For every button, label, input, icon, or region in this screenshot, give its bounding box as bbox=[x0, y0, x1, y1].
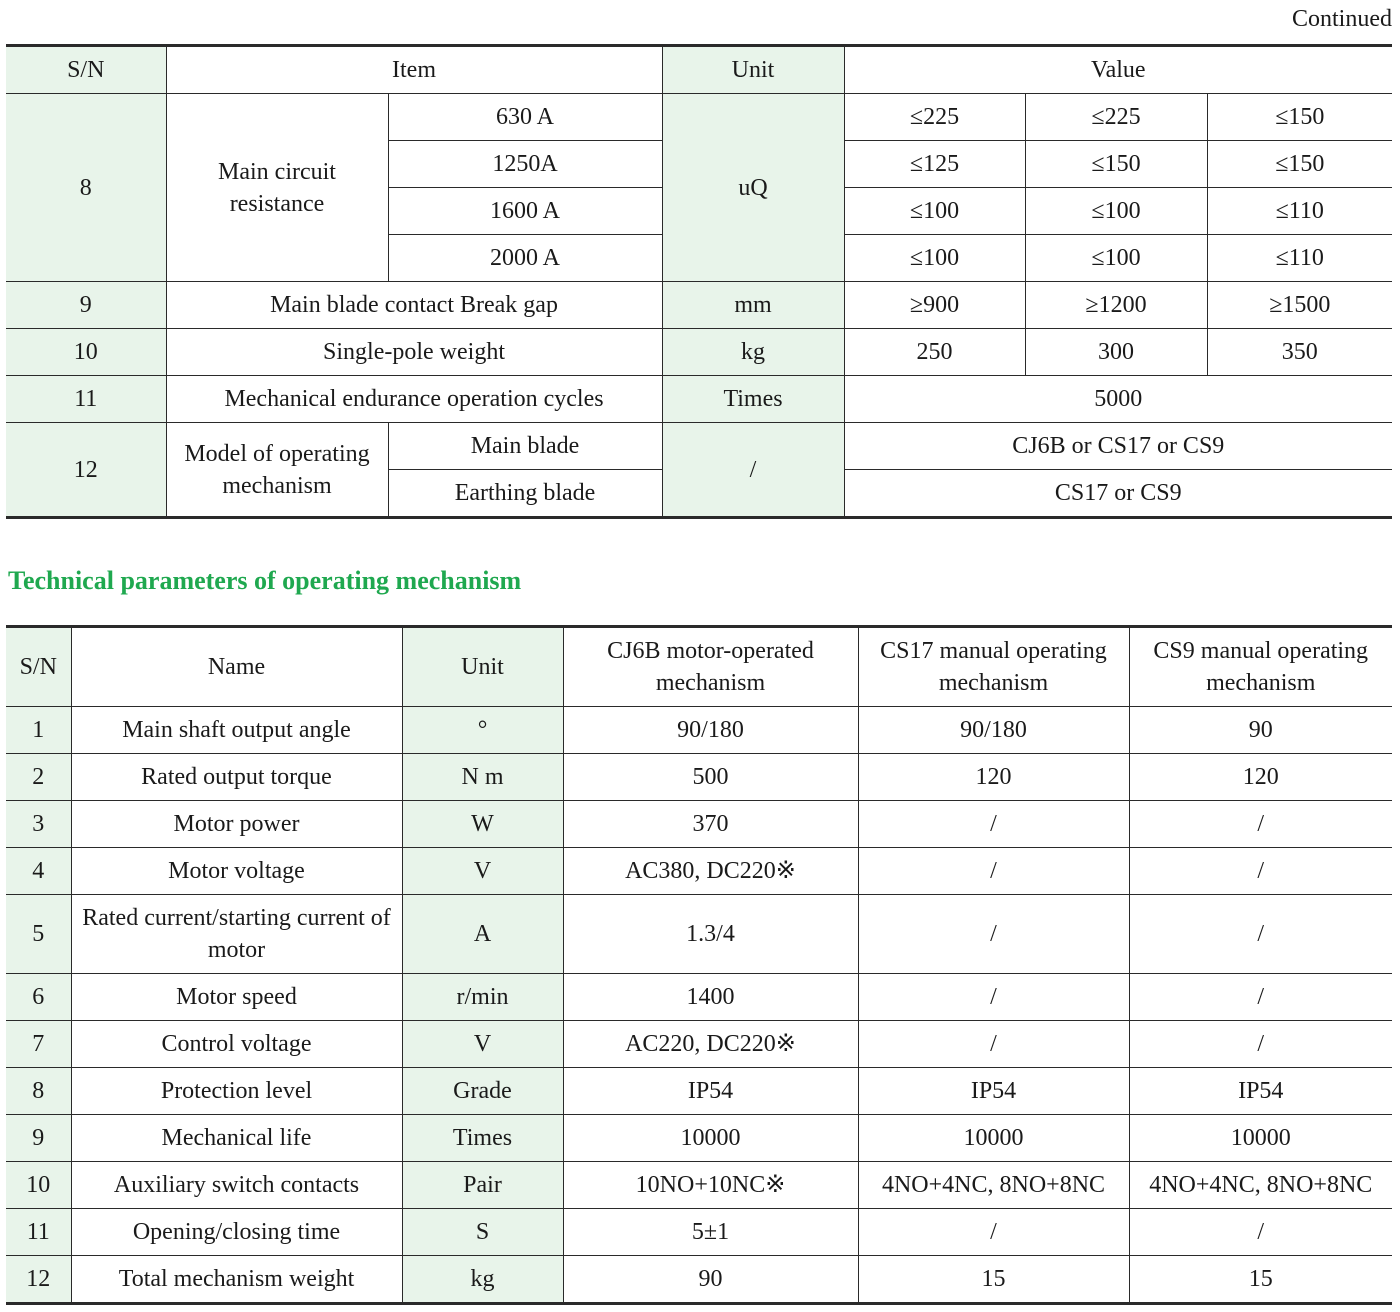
cell-value: AC380, DC220※ bbox=[563, 848, 858, 895]
cell-value: / bbox=[858, 895, 1129, 974]
cell-unit: N m bbox=[402, 754, 563, 801]
header-value: Value bbox=[844, 46, 1392, 94]
cell-unit: V bbox=[402, 848, 563, 895]
cell-sn: 6 bbox=[6, 974, 71, 1021]
cell-value: 10000 bbox=[563, 1115, 858, 1162]
cell-value: 5000 bbox=[844, 376, 1392, 423]
cell-sn: 11 bbox=[6, 1209, 71, 1256]
cell-rating: 1250A bbox=[388, 141, 662, 188]
header-name: Name bbox=[71, 627, 402, 707]
table-row bbox=[6, 754, 1392, 801]
cell-value: / bbox=[858, 1209, 1129, 1256]
table-row bbox=[6, 282, 1392, 329]
cell-unit: kg bbox=[402, 1256, 563, 1304]
cell-sn: 10 bbox=[6, 329, 166, 376]
cell-value: IP54 bbox=[563, 1068, 858, 1115]
cell-name: Mechanical life bbox=[71, 1115, 402, 1162]
cell-unit: A bbox=[402, 895, 563, 974]
table-header-row bbox=[6, 46, 1392, 94]
cell-unit: Grade bbox=[402, 1068, 563, 1115]
cell-name: Auxiliary switch contacts bbox=[71, 1162, 402, 1209]
header-unit: Unit bbox=[662, 46, 844, 94]
cell-sn: 3 bbox=[6, 801, 71, 848]
cell-value: ≤150 bbox=[1207, 141, 1392, 188]
cell-name: Motor speed bbox=[71, 974, 402, 1021]
cell-value: / bbox=[1129, 895, 1392, 974]
cell-rating: 1600 A bbox=[388, 188, 662, 235]
cell-unit: Times bbox=[402, 1115, 563, 1162]
cell-item: Main blade contact Break gap bbox=[166, 282, 662, 329]
table-row bbox=[6, 1209, 1392, 1256]
cell-sn: 8 bbox=[6, 94, 166, 282]
cell-value: ≤110 bbox=[1207, 235, 1392, 282]
cell-unit: W bbox=[402, 801, 563, 848]
cell-value: 10000 bbox=[858, 1115, 1129, 1162]
table-row bbox=[6, 848, 1392, 895]
cell-value: / bbox=[858, 974, 1129, 1021]
cell-sn: 1 bbox=[6, 707, 71, 754]
cell-value: 120 bbox=[1129, 754, 1392, 801]
cell-sn: 7 bbox=[6, 1021, 71, 1068]
cell-sn: 10 bbox=[6, 1162, 71, 1209]
cell-name: Motor voltage bbox=[71, 848, 402, 895]
cell-name: Opening/closing time bbox=[71, 1209, 402, 1256]
cell-value: / bbox=[858, 1021, 1129, 1068]
cell-value: IP54 bbox=[1129, 1068, 1392, 1115]
header-cs17: CS17 manual operating mechanism bbox=[858, 627, 1129, 707]
cell-value: 250 bbox=[844, 329, 1025, 376]
cell-value: 90 bbox=[563, 1256, 858, 1304]
table-row bbox=[6, 94, 1392, 141]
cell-value: ≤110 bbox=[1207, 188, 1392, 235]
header-item: Item bbox=[166, 46, 662, 94]
cell-name: Protection level bbox=[71, 1068, 402, 1115]
cell-item: Mechanical endurance operation cycles bbox=[166, 376, 662, 423]
cell-sn: 12 bbox=[6, 423, 166, 518]
cell-value: / bbox=[1129, 1021, 1392, 1068]
cell-value: 90/180 bbox=[563, 707, 858, 754]
section-title: Technical parameters of operating mechanism bbox=[8, 566, 522, 595]
cell-sn: 4 bbox=[6, 848, 71, 895]
cell-value: CS17 or CS9 bbox=[844, 470, 1392, 518]
cell-value: ≤150 bbox=[1207, 94, 1392, 141]
cell-unit: r/min bbox=[402, 974, 563, 1021]
cell-value: 90/180 bbox=[858, 707, 1129, 754]
cell-value: 500 bbox=[563, 754, 858, 801]
cell-value: ≥900 bbox=[844, 282, 1025, 329]
cell-sn: 5 bbox=[6, 895, 71, 974]
table-row bbox=[6, 1068, 1392, 1115]
cell-subitem: Earthing blade bbox=[388, 470, 662, 518]
cell-name: Main shaft output angle bbox=[71, 707, 402, 754]
cell-unit: / bbox=[662, 423, 844, 518]
cell-value: AC220, DC220※ bbox=[563, 1021, 858, 1068]
cell-value: ≥1500 bbox=[1207, 282, 1392, 329]
cell-value: ≤100 bbox=[844, 188, 1025, 235]
cell-value: 10NO+10NC※ bbox=[563, 1162, 858, 1209]
cell-value: / bbox=[1129, 1209, 1392, 1256]
header-sn: S/N bbox=[6, 46, 166, 94]
cell-value: 300 bbox=[1025, 329, 1207, 376]
cell-value: 15 bbox=[1129, 1256, 1392, 1304]
cell-value: ≤100 bbox=[1025, 235, 1207, 282]
cell-item: Model of operating mechanism bbox=[166, 423, 388, 518]
cell-unit: V bbox=[402, 1021, 563, 1068]
cell-subitem: Main blade bbox=[388, 423, 662, 470]
table-row bbox=[6, 1115, 1392, 1162]
cell-unit: Times bbox=[662, 376, 844, 423]
cell-sn: 9 bbox=[6, 1115, 71, 1162]
cell-value: CJ6B or CS17 or CS9 bbox=[844, 423, 1392, 470]
cell-name: Control voltage bbox=[71, 1021, 402, 1068]
cell-sn: 12 bbox=[6, 1256, 71, 1304]
table-row bbox=[6, 329, 1392, 376]
header-cs9: CS9 manual operating mechanism bbox=[1129, 627, 1392, 707]
table-row bbox=[6, 801, 1392, 848]
cell-sn: 11 bbox=[6, 376, 166, 423]
header-cj6b: CJ6B motor-operated mechanism bbox=[563, 627, 858, 707]
cell-value: / bbox=[858, 848, 1129, 895]
cell-value: 4NO+4NC, 8NO+8NC bbox=[858, 1162, 1129, 1209]
cell-unit: Pair bbox=[402, 1162, 563, 1209]
table-row bbox=[6, 974, 1392, 1021]
header-unit: Unit bbox=[402, 627, 563, 707]
cell-value: 10000 bbox=[1129, 1115, 1392, 1162]
table-row bbox=[6, 1162, 1392, 1209]
table-row bbox=[6, 1256, 1392, 1304]
cell-name: Total mechanism weight bbox=[71, 1256, 402, 1304]
cell-rating: 2000 A bbox=[388, 235, 662, 282]
cell-sn: 8 bbox=[6, 1068, 71, 1115]
switch-parameters-table bbox=[6, 44, 1392, 519]
cell-name: Motor power bbox=[71, 801, 402, 848]
cell-value: 350 bbox=[1207, 329, 1392, 376]
cell-value: / bbox=[1129, 848, 1392, 895]
cell-unit: mm bbox=[662, 282, 844, 329]
cell-unit: uQ bbox=[662, 94, 844, 282]
cell-value: / bbox=[1129, 801, 1392, 848]
cell-value: 15 bbox=[858, 1256, 1129, 1304]
table-row bbox=[6, 376, 1392, 423]
cell-value: ≤225 bbox=[844, 94, 1025, 141]
cell-value: / bbox=[858, 801, 1129, 848]
table-header-row bbox=[6, 627, 1392, 707]
cell-value: ≤125 bbox=[844, 141, 1025, 188]
cell-unit: ° bbox=[402, 707, 563, 754]
table-row bbox=[6, 423, 1392, 470]
cell-value: 4NO+4NC, 8NO+8NC bbox=[1129, 1162, 1392, 1209]
continued-label: Continued bbox=[1292, 6, 1392, 32]
cell-item: Single-pole weight bbox=[166, 329, 662, 376]
cell-value: 90 bbox=[1129, 707, 1392, 754]
header-sn: S/N bbox=[6, 627, 71, 707]
cell-value: 370 bbox=[563, 801, 858, 848]
table-row bbox=[6, 707, 1392, 754]
cell-value: ≤100 bbox=[844, 235, 1025, 282]
table-row bbox=[6, 895, 1392, 974]
cell-value: 120 bbox=[858, 754, 1129, 801]
cell-value: IP54 bbox=[858, 1068, 1129, 1115]
cell-value: ≥1200 bbox=[1025, 282, 1207, 329]
cell-value: / bbox=[1129, 974, 1392, 1021]
cell-value: ≤100 bbox=[1025, 188, 1207, 235]
cell-value: 1400 bbox=[563, 974, 858, 1021]
cell-value: 5±1 bbox=[563, 1209, 858, 1256]
cell-unit: kg bbox=[662, 329, 844, 376]
cell-sn: 2 bbox=[6, 754, 71, 801]
cell-name: Rated output torque bbox=[71, 754, 402, 801]
cell-value: 1.3/4 bbox=[563, 895, 858, 974]
cell-rating: 630 A bbox=[388, 94, 662, 141]
cell-sn: 9 bbox=[6, 282, 166, 329]
table-row bbox=[6, 1021, 1392, 1068]
cell-unit: S bbox=[402, 1209, 563, 1256]
cell-item: Main circuit resistance bbox=[166, 94, 388, 282]
cell-name: Rated current/starting current of motor bbox=[71, 895, 402, 974]
mechanism-parameters-table bbox=[6, 625, 1392, 1305]
cell-value: ≤225 bbox=[1025, 94, 1207, 141]
cell-value: ≤150 bbox=[1025, 141, 1207, 188]
